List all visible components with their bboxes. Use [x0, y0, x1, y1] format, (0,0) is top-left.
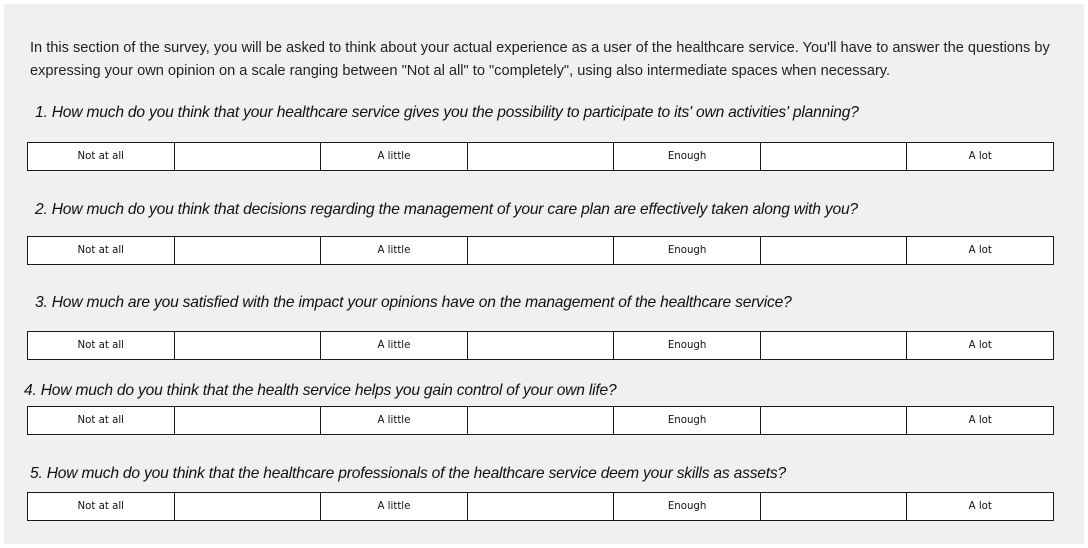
survey-intro: In this section of the survey, you will be asked to think about your actual experience as a user of the healthcare service. You'll have to answer the questions by expressing your own opinion on a scale ranging between "Not al all" to "completely", using also intermediate spaces when necessary.: [30, 40, 1050, 79]
scale-4-option-5[interactable]: Enough: [614, 407, 761, 434]
question-3: 3. How much are you satisfied with the impact your opinions have on the management of the healthcare service?: [35, 294, 792, 311]
scale-4-option-7[interactable]: A lot: [968, 415, 992, 426]
scale-2-option-7[interactable]: A lot: [968, 245, 992, 256]
scale-4-option-3[interactable]: A little: [321, 407, 468, 434]
scale-5-option-4[interactable]: [468, 493, 615, 520]
rating-scale-5: [27, 492, 1054, 521]
scale-5-option-3[interactable]: A little: [321, 493, 468, 520]
scale-1-option-2[interactable]: [175, 143, 322, 170]
scale-3-option-2[interactable]: [175, 332, 322, 359]
question-4: 4. How much do you think that the health service helps you gain control of your own life?: [24, 382, 617, 399]
survey-panel: [4, 4, 1084, 544]
scale-3-option-3[interactable]: A little: [321, 332, 468, 359]
scale-3-option-7[interactable]: A lot: [968, 340, 992, 351]
rating-scale-1: [27, 142, 1054, 171]
scale-3-option-1[interactable]: Not at all: [28, 332, 175, 359]
scale-4-option-2[interactable]: [175, 407, 322, 434]
scale-5-option-5[interactable]: Enough: [614, 493, 761, 520]
rating-scale-2: [27, 236, 1054, 265]
scale-1-option-3[interactable]: A little: [321, 143, 468, 170]
scale-5-option-1[interactable]: Not at all: [28, 493, 175, 520]
scale-4-option-1[interactable]: Not at all: [28, 407, 175, 434]
scale-2-option-3[interactable]: A little: [321, 237, 468, 264]
scale-2-option-5[interactable]: Enough: [614, 237, 761, 264]
scale-5-option-2[interactable]: [175, 493, 322, 520]
scale-3-option-6[interactable]: [761, 332, 908, 359]
scale-2-option-4[interactable]: [468, 237, 615, 264]
scale-1-option-4[interactable]: [468, 143, 615, 170]
scale-2-option-1[interactable]: Not at all: [28, 237, 175, 264]
question-1: 1. How much do you think that your healthcare service gives you the possibility to participate to its' own activities' planning?: [35, 104, 859, 121]
scale-4-option-6[interactable]: [761, 407, 908, 434]
scale-4-option-4[interactable]: [468, 407, 615, 434]
rating-scale-4: [27, 406, 1054, 435]
scale-3-option-4[interactable]: [468, 332, 615, 359]
rating-scale-3: [27, 331, 1054, 360]
question-2: 2. How much do you think that decisions regarding the management of your care plan are effectively taken along with you?: [35, 201, 858, 218]
scale-1-option-5[interactable]: Enough: [614, 143, 761, 170]
scale-5-option-7[interactable]: A lot: [968, 501, 992, 512]
scale-3-option-5[interactable]: Enough: [614, 332, 761, 359]
question-5: 5. How much do you think that the healthcare professionals of the healthcare service deem your skills as assets?: [30, 465, 786, 482]
scale-5-option-6[interactable]: [761, 493, 908, 520]
scale-1-option-6[interactable]: [761, 143, 908, 170]
scale-1-option-7[interactable]: A lot: [968, 151, 992, 162]
scale-1-option-1[interactable]: Not at all: [28, 143, 175, 170]
scale-2-option-2[interactable]: [175, 237, 322, 264]
scale-2-option-6[interactable]: [761, 237, 908, 264]
